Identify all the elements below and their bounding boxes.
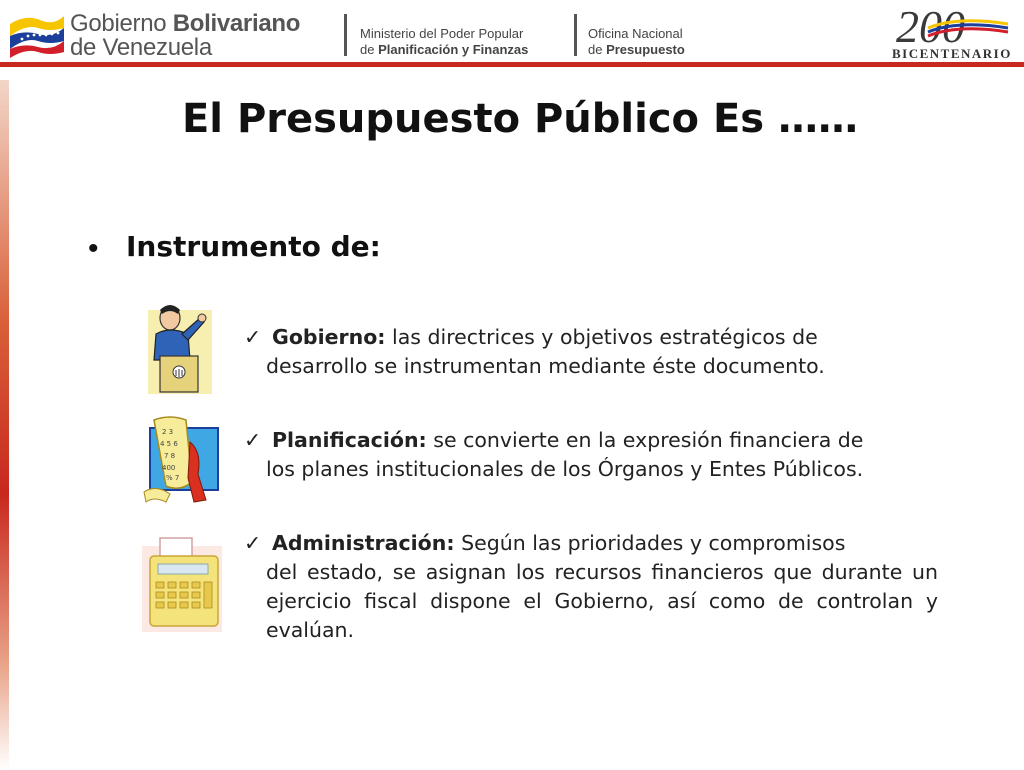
checkmark-icon: ✓ <box>244 531 262 555</box>
svg-text:7 8: 7 8 <box>164 452 176 460</box>
bullet-heading: Instrumento de: <box>126 230 381 263</box>
gobierno-line1: Gobierno Bolivariano <box>70 10 301 37</box>
ministerio-line1: Ministerio del Poder Popular <box>360 26 524 41</box>
venezuela-flag-icon <box>8 8 66 58</box>
list-item-planificacion: ✓ Planificación: se convierte en la expresión financiera de los planes institucionales de los Órganos y Entes Públicos. <box>244 428 864 481</box>
svg-text:400: 400 <box>162 464 176 472</box>
slide-title: El Presupuesto Público Es …… <box>181 96 858 142</box>
list-item-gobierno: ✓ Gobierno: las directrices y objetivos estratégicos de desarrollo se instrumentan mediante éste documento. <box>244 325 825 378</box>
speaker-podium-icon <box>144 300 216 396</box>
svg-text:4 5 6: 4 5 6 <box>160 440 178 448</box>
oficina-line2: de Presupuesto <box>588 42 685 57</box>
gobierno-line2: de Venezuela <box>70 34 212 61</box>
bicentenario-number: 200 <box>896 2 965 48</box>
checkmark-icon: ✓ <box>244 325 262 349</box>
bicentenario-logo <box>888 2 1018 48</box>
list-item-administracion: ✓ Administración: Según las prioridades y compromisos del estado, se asignan los recursos financieros que durante un ejercicio fiscal dispone el Gobierno, así como de controlan y evalúan. <box>244 531 938 642</box>
ministerio-line2: de Planificación y Finanzas <box>360 42 529 57</box>
oficina-line1: Oficina Nacional <box>588 26 683 41</box>
bicentenario-label: BICENTENARIO <box>892 46 1012 61</box>
svg-text:% 7: % 7 <box>166 474 180 482</box>
checkmark-icon: ✓ <box>244 428 262 452</box>
svg-text:2 3: 2 3 <box>162 428 174 436</box>
bullet-marker: • <box>88 232 99 265</box>
header-divider <box>574 14 577 56</box>
header-rule <box>0 62 1024 67</box>
spreadsheet-scroll-icon <box>140 412 222 508</box>
side-decoration <box>0 80 9 770</box>
header-divider <box>344 14 347 56</box>
header-bar <box>0 0 1024 66</box>
calculator-icon <box>140 536 230 636</box>
